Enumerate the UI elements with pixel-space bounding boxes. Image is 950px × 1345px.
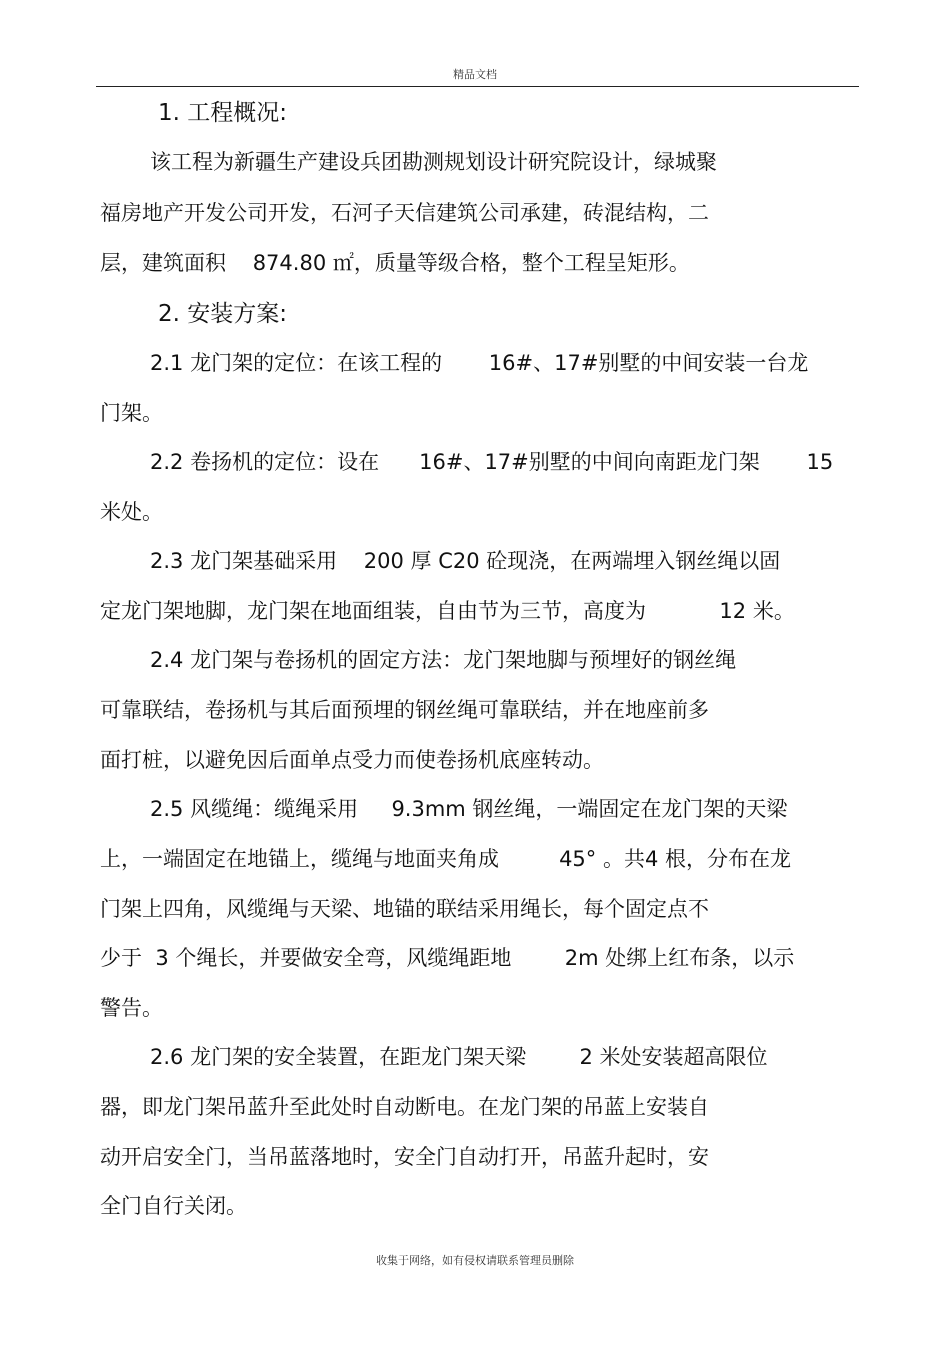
paragraph-line: 福房地产开发公司开发，石河子天信建筑公司承建，砖混结构，二 bbox=[100, 201, 709, 225]
paragraph-line: 可靠联结，卷扬机与其后面预埋的钢丝绳可靠联结，并在地座前多 bbox=[100, 698, 709, 722]
paragraph-line: 少于 3 个绳长，并要做安全弯，风缆绳距地 2m 处绑上红布条，以示 bbox=[100, 946, 795, 970]
paragraph-line: 警告。 bbox=[100, 996, 163, 1020]
section-2-title: 2. 安装方案: bbox=[158, 301, 288, 327]
paragraph-line: 2.6 龙门架的安全装置，在距龙门架天梁 2 米处安装超高限位 bbox=[150, 1045, 768, 1069]
paragraph-line: 全门自行关闭。 bbox=[100, 1194, 247, 1218]
paragraph-line: 门架。 bbox=[100, 401, 163, 425]
paragraph-line: 门架上四角，风缆绳与天梁、地锚的联结采用绳长，每个固定点不 bbox=[100, 897, 709, 921]
paragraph-line: 2.3 龙门架基础采用 200 厚 C20 砼现浇，在两端埋入钢丝绳以固 bbox=[150, 549, 781, 573]
paragraph-line: 上，一端固定在地锚上，缆绳与地面夹角成 45° 。共4 根，分布在龙 bbox=[100, 847, 792, 871]
page-footer: 收集于网络，如有侵权请联系管理员删除 bbox=[376, 1254, 574, 1267]
paragraph-line: 面打桩，以避免因后面单点受力而使卷扬机底座转动。 bbox=[100, 748, 604, 772]
paragraph-line: 器，即龙门架吊蓝升至此处时自动断电。在龙门架的吊蓝上安装自 bbox=[100, 1095, 709, 1119]
paragraph-line: 层，建筑面积 874.80 ㎡，质量等级合格，整个工程呈矩形。 bbox=[100, 251, 690, 275]
paragraph-line: 动开启安全门，当吊蓝落地时，安全门自动打开，吊蓝升起时，安 bbox=[100, 1145, 709, 1169]
paragraph-line: 2.4 龙门架与卷扬机的固定方法：龙门架地脚与预埋好的钢丝绳 bbox=[150, 648, 737, 672]
page-header: 精品文档 bbox=[453, 68, 497, 81]
paragraph-line: 2.5 风缆绳：缆绳采用 9.3mm 钢丝绳，一端固定在龙门架的天梁 bbox=[150, 797, 788, 821]
section-1-title: 1. 工程概况: bbox=[158, 100, 288, 126]
paragraph-line: 2.2 卷扬机的定位：设在 16#、17#别墅的中间向南距龙门架 15 bbox=[150, 450, 834, 474]
paragraph-line: 米处。 bbox=[100, 500, 163, 524]
paragraph-line: 该工程为新疆生产建设兵团勘测规划设计研究院设计，绿城聚 bbox=[150, 150, 717, 174]
paragraph-line: 定龙门架地脚，龙门架在地面组装，自由节为三节，高度为 12 米。 bbox=[100, 599, 795, 623]
header-divider bbox=[96, 86, 859, 87]
paragraph-line: 2.1 龙门架的定位：在该工程的 16#、17#别墅的中间安装一台龙 bbox=[150, 351, 809, 375]
